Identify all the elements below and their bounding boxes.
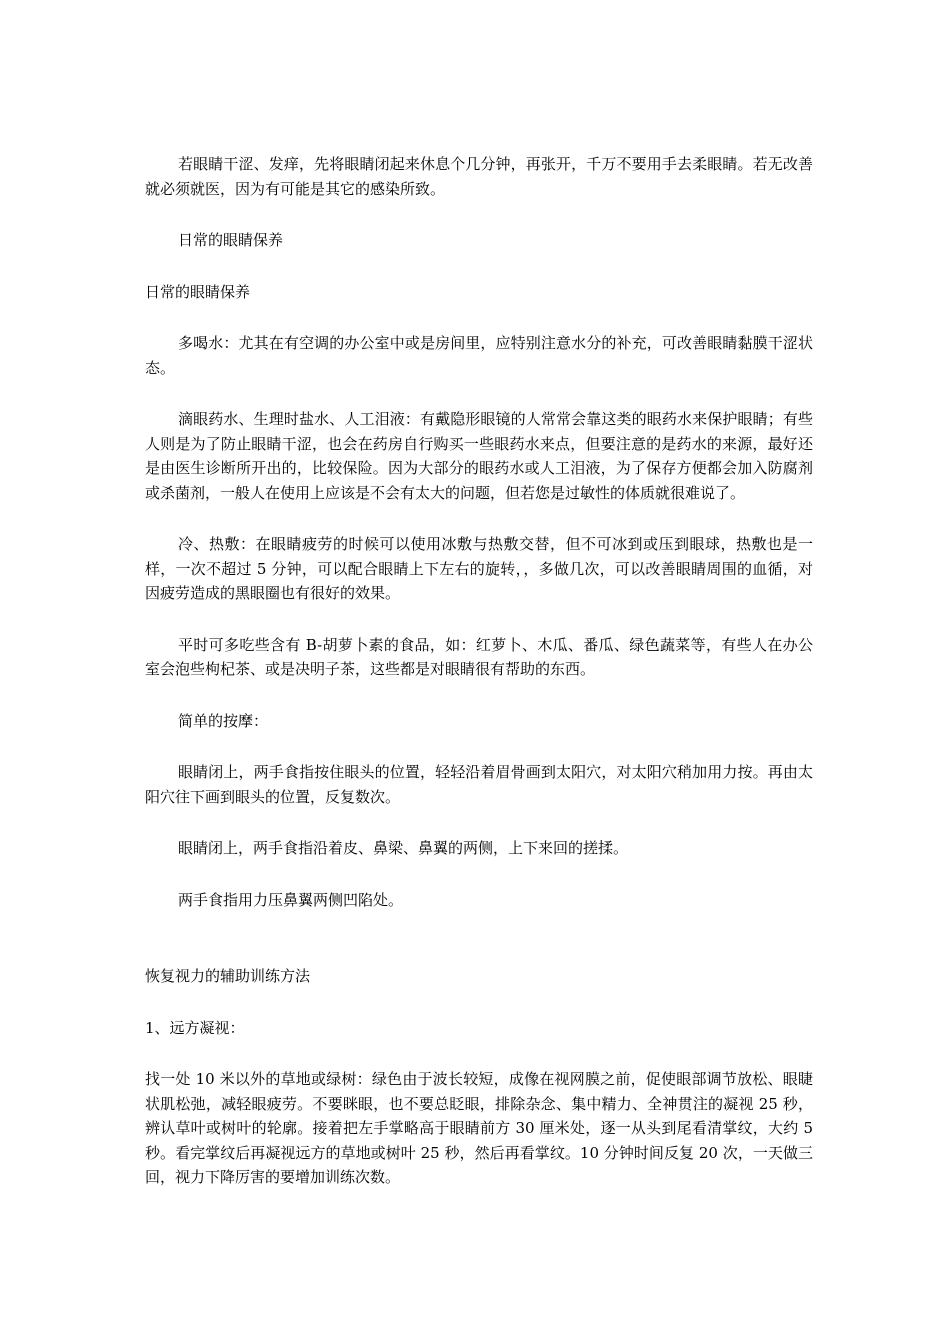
- paragraph-massage-step-2: 眼睛闭上，两手食指沿着皮、鼻梁、鼻翼的两侧，上下来回的搓揉。: [178, 839, 629, 857]
- paragraph-eye-drops: 滴眼药水、生理时盐水、人工泪液：有戴隐形眼镜的人常常会靠这类的眼药水来保护眼睛；有些人则是为了防止眼睛干涩，也会在药房自行购买一些眼药水来点，但要注意的是药水的来源，最好还是由医生诊断所开出的，比较保险。因为大部分的眼药水或人工泪液，为了保存方便都会加入防腐剂或杀菌剂，一般人在使用上应该是不会有太大的问题，但若您是过敏性的体质就很难说了。: [145, 410, 813, 502]
- heading-distance-gaze: 1、远方凝视：: [145, 1018, 245, 1037]
- heading-vision-training: 恢复视力的辅助训练方法: [145, 967, 311, 985]
- paragraph-drink-water: 多喝水：尤其在有空调的办公室中或是房间里，应特别注意水分的补充，可改善眼睛黏膜干涩状态。: [145, 334, 813, 377]
- heading-daily-eye-care: 日常的眼睛保养: [145, 282, 251, 301]
- paragraph-massage-step-3: 两手食指用力压鼻翼两侧凹陷处。: [178, 890, 404, 909]
- document-page: [145, 152, 813, 1217]
- paragraph-massage-step-1: 眼睛闭上，两手食指按住眼头的位置，轻轻沿着眉骨画到太阳穴，对太阳穴稍加用力按。再由太阳穴往下画到眼头的位置，反复数次。: [145, 763, 813, 806]
- paragraph-beta-carotene: 平时可多吃些含有 B-胡萝卜素的食品，如：红萝卜、木瓜、番瓜、绿色蔬菜等，有些人在办公室会泡些枸杞茶、或是决明子茶，这些都是对眼睛很有帮助的东西。: [145, 635, 813, 678]
- paragraph-distance-gaze: 找一处 10 米以外的草地或绿树：绿色由于波长较短，成像在视网膜之前，促使眼部调节放松、眼睫状肌松弛，减轻眼疲劳。不要眯眼，也不要总眨眼，排除杂念、集中精力、全神贯注的凝视 25 秒，辨认草叶或树叶的轮廓。接着把左手掌略高于眼睛前方 30 厘米处，逐一从头到尾看清掌纹，大约 5 秒。看完掌纹后再凝视远方的草地或树叶 25 秒，然后再看掌纹。10 分钟时间反复 20 次，一天做三回，视力下降厉害的要增加训练次数。: [145, 1070, 813, 1186]
- heading-daily-eye-care-indented: 日常的眼睛保养: [178, 231, 284, 249]
- heading-simple-massage: 简单的按摩：: [178, 711, 269, 730]
- paragraph-cold-hot-compress: 冷、热敷：在眼睛疲劳的时候可以使用冰敷与热敷交替，但不可冰到或压到眼球，热敷也是一样，一次不超过 5 分钟，可以配合眼睛上下左右的旋转，，多做几次，可以改善眼睛周围的血循，对因疲劳造成的黑眼圈也有很好的效果。: [145, 535, 813, 602]
- paragraph-dry-eyes: 若眼睛干涩、发痒，先将眼睛闭起来休息个几分钟，再张开，千万不要用手去柔眼睛。若无改善就必须就医，因为有可能是其它的感染所致。: [145, 155, 813, 198]
